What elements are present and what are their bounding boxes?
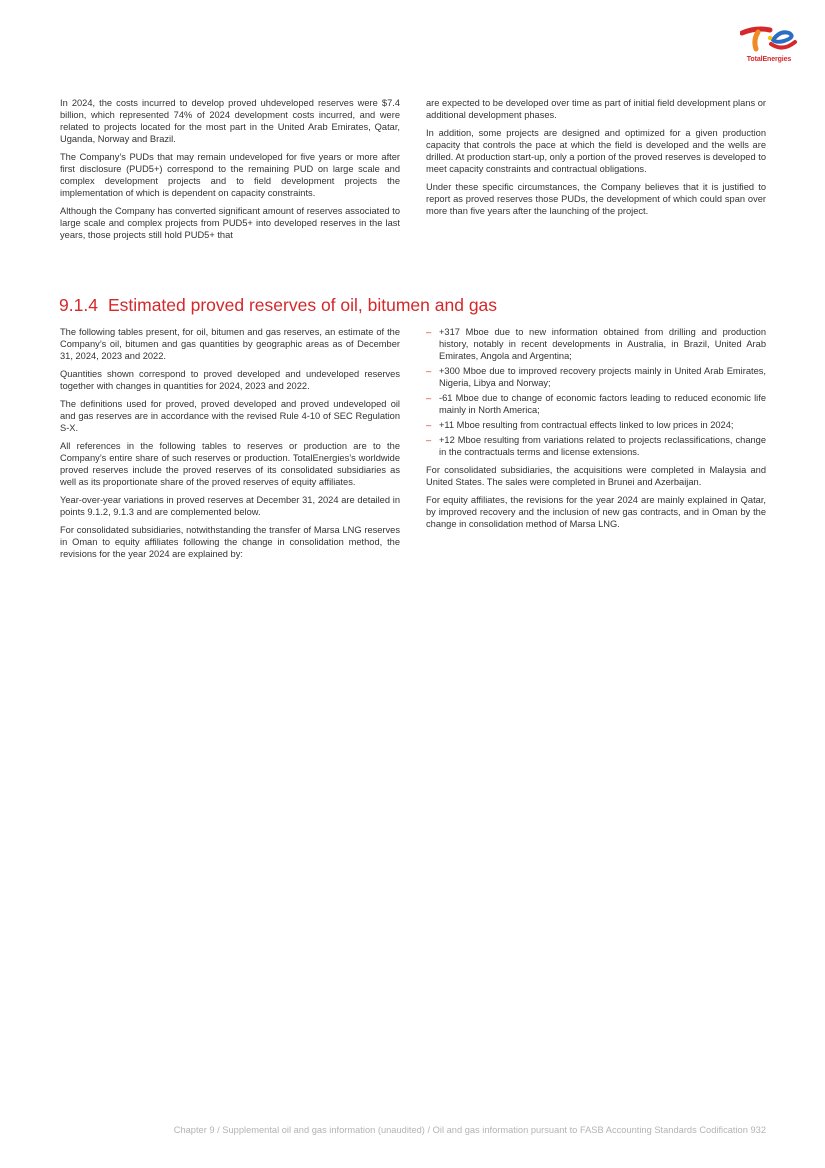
paragraph: The following tables present, for oil, bitumen and gas reserves, an estimate of the Company’s oil, bitumen and gas quantities by geographic areas as of December 31, 2024, 2023 and 2022. xyxy=(60,327,400,361)
list-item-text: -61 Mboe due to change of economic factors leading to reduced economic life mainly in North America; xyxy=(439,393,766,415)
paragraph: The Company’s PUDs that may remain undeveloped for five years or more after first disclosure (PUD5+) correspond to the remaining PUD on large scale and complex development projects and to field development projects the implementation of which is dependent on capacity constraints. xyxy=(60,152,400,198)
paragraph: Under these specific circumstances, the Company believes that it is justified to report as proved reserves those PUDs, the development of which could span over more than five years after the launching of the project. xyxy=(426,182,766,216)
section-heading xyxy=(59,295,497,316)
list-item-text: +12 Mboe resulting from variations related to projects reclassifications, change in the contractuals terms and license extensions. xyxy=(439,435,766,457)
paragraph: Although the Company has converted significant amount of reserves associated to large scale and complex projects from PUD5+ into developed reserves in the last years, those projects still hold PUD5+ that xyxy=(60,206,400,240)
paragraph: For consolidated subsidiaries, the acquisitions were completed in Malaysia and United States. The sales were completed in Brunei and Azerbaijan. xyxy=(426,465,766,487)
page-footer: Chapter 9 / Supplemental oil and gas information (unaudited) / Oil and gas information pursuant to FASB Accounting Standards Codification 932 xyxy=(173,1125,766,1135)
intro-column-right xyxy=(426,97,766,223)
dash-bullet: – xyxy=(426,435,432,445)
dash-bullet: – xyxy=(426,393,432,403)
intro-column-left xyxy=(60,97,400,247)
list-item xyxy=(426,392,766,416)
list-item xyxy=(426,326,766,362)
list-item-text: +11 Mboe resulting from contractual effects linked to low prices in 2024; xyxy=(439,420,734,430)
paragraph: The definitions used for proved, proved developed and proved undeveloped oil and gas reserves are in accordance with the revised Rule 4-10 of SEC Regulation S-X. xyxy=(60,399,400,433)
dash-bullet: – xyxy=(426,327,432,337)
list-item xyxy=(426,434,766,458)
paragraph: Quantities shown correspond to proved developed and undeveloped reserves together with changes in quantities for 2024, 2023 and 2022. xyxy=(60,369,400,391)
list-item-text: +300 Mboe due to improved recovery projects mainly in United Arab Emirates, Nigeria, Libya and Norway; xyxy=(439,366,766,388)
revisions-list xyxy=(426,326,766,458)
dash-bullet: – xyxy=(426,420,432,430)
list-item xyxy=(426,365,766,389)
paragraph: All references in the following tables to reserves or production are to the Company’s entire share of such reserves or production. TotalEnergies’s worldwide proved reserves include the proved reserves of its consolidated subsidiaries as well as its proportionate share of the proved reserves of equity affiliates. xyxy=(60,441,400,487)
paragraph: For equity affiliates, the revisions for the year 2024 are mainly explained in Qatar, by improved recovery and the inclusion of new gas contracts, and in Oman by the change in consolidation method of Marsa LNG. xyxy=(426,495,766,529)
section-column-right xyxy=(426,326,766,536)
list-item xyxy=(426,419,766,431)
totalenergies-logo xyxy=(738,24,800,68)
dash-bullet: – xyxy=(426,366,432,376)
list-item-text: +317 Mboe due to new information obtained from drilling and production history, notably in recent developments in Australia, in Brazil, United Arab Emirates, Angola and Argentina; xyxy=(439,327,766,361)
brand-name: TotalEnergies xyxy=(746,56,792,63)
totalenergies-logo-icon xyxy=(740,24,800,54)
section-title: Estimated proved reserves of oil, bitumen and gas xyxy=(107,295,498,315)
section-column-left xyxy=(60,326,400,566)
paragraph: In addition, some projects are designed and optimized for a given production capacity that controls the pace at which the field is developed and the wells are drilled. At production start-up, only a portion of the proved reserves is developed to meet capacity constraints and contractual obligations. xyxy=(426,128,766,174)
paragraph: Year-over-year variations in proved reserves at December 31, 2024 are detailed in points 9.1.2, 9.1.3 and are complemented below. xyxy=(60,495,400,517)
paragraph: are expected to be developed over time as part of initial field development plans or additional development phases. xyxy=(426,98,766,120)
paragraph: In 2024, the costs incurred to develop proved uhdeveloped reserves were $7.4 billion, which represented 74% of 2024 development costs incurred, and were related to projects located for the most part in the United Arab Emirates, Qatar, Uganda, Norway and Brazil. xyxy=(60,98,400,144)
section-number: 9.1.4 xyxy=(59,295,98,315)
paragraph: For consolidated subsidiaries, notwithstanding the transfer of Marsa LNG reserves in Oman to equity affiliates following the change in consolidation method, the revisions for the year 2024 are explained by: xyxy=(60,525,400,559)
